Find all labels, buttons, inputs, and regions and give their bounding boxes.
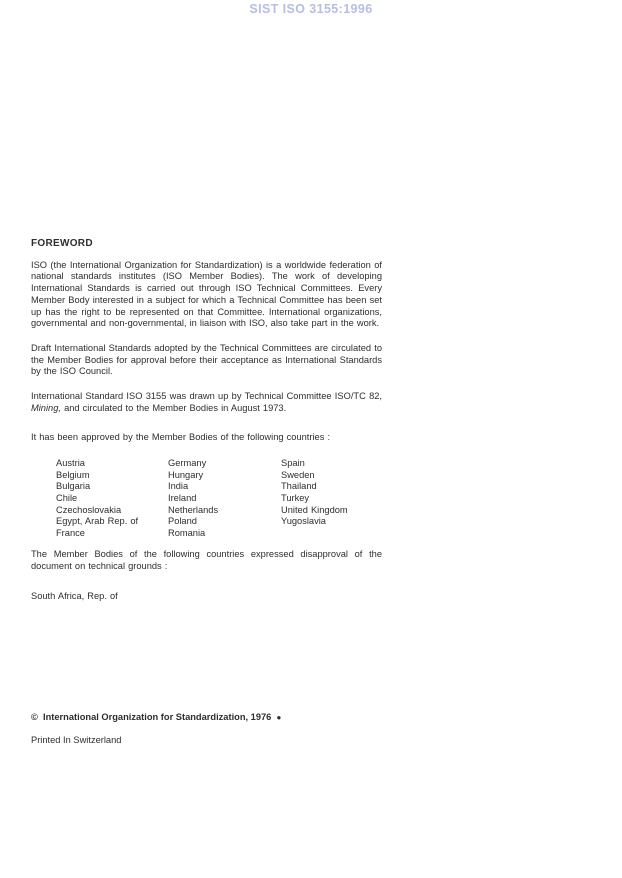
doc-number-header: SIST ISO 3155:1996 [249,2,373,16]
country-item: Thailand [281,481,317,492]
page-footer [31,712,281,746]
copyright-icon: © [31,712,38,722]
foreword-para-1: ISO (the International Organization for Standardization) is a worldwide federation of national standards institutes (ISO Member Bodies). The work of developing International Standards is carried out through ISO Technical Committees. Every Member Body interested in a subject for which a Technical Committee has been set up has the right to be represented on that Committee. International organizations, governmental and non-governmental, in liaison with ISO, also take part in the work. [31,259,382,329]
country-item: Hungary [168,469,204,480]
copyright-line [31,712,281,724]
country-item: Spain [281,458,305,469]
foreword-section [31,238,382,615]
country-item: Ireland [168,492,197,503]
country-item: Egypt, Arab Rep. of [56,516,139,527]
printed-in-line: Printed In Switzerland [31,734,122,745]
para3-committee-name: Mining, [31,402,61,413]
country-item: Netherlands [168,504,219,515]
countries-column-3 [281,458,381,539]
country-item: Chile [56,492,78,503]
para3-text-before: International Standard ISO 3155 was drawn up by Technical Committee ISO/TC 82, [31,391,382,402]
country-item: Romania [168,527,206,538]
para3-text-after: and circulated to the Member Bodies in August 1973. [60,402,287,413]
country-item: Germany [168,458,207,469]
country-item: Belgium [56,469,90,480]
country-item: Turkey [281,492,310,503]
country-item: Austria [56,458,85,469]
approval-intro: It has been approved by the Member Bodies of the following countries : [31,432,331,443]
country-item: Bulgaria [56,481,91,492]
disapproval-intro: The Member Bodies of the following countries expressed disapproval of the document on technical grounds : [31,549,382,571]
countries-column-1 [56,458,168,539]
disapproving-country: South Africa, Rep. of [31,590,118,601]
foreword-title: FOREWORD [31,238,93,249]
country-item: Poland [168,516,197,527]
country-item: Czechoslovakia [56,504,122,515]
foreword-para-2: Draft International Standards adopted by the Technical Committees are circulated to the Member Bodies for approval before their acceptance as International Standards by the ISO Council. [31,342,382,377]
country-item: India [168,481,189,492]
country-item: France [56,527,85,538]
bullet-icon: ● [276,713,282,722]
foreword-para-3 [31,391,382,414]
country-item: Yugoslavia [281,516,326,527]
approved-countries-list [56,458,382,549]
countries-column-2 [168,458,281,539]
country-item: Sweden [281,469,315,480]
copyright-text: International Organization for Standardization, 1976 [43,712,272,722]
country-item: United Kingdom [281,504,348,515]
